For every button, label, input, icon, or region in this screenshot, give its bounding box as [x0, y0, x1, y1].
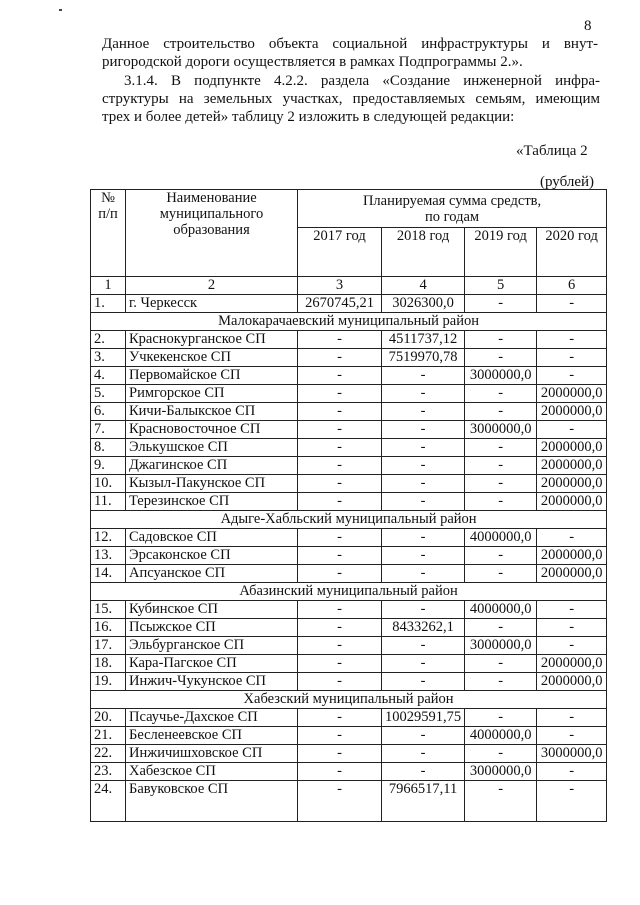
row-number: 19.: [91, 673, 126, 691]
row-number: 14.: [91, 565, 126, 583]
amount-2019: -: [465, 673, 537, 691]
section-row: [91, 691, 607, 709]
amount-2019: -: [465, 331, 537, 349]
amount-2018: 3026300,0: [382, 295, 465, 313]
table-row: [91, 331, 607, 349]
municipality-name: Кубинское СП: [126, 601, 298, 619]
table-row: [91, 421, 607, 439]
amount-2019: -: [465, 385, 537, 403]
paragraph-line: Данное строительство объекта социальной инфраструктуры и внут-: [102, 36, 598, 52]
funding-table: [90, 189, 607, 822]
amount-2018: -: [382, 493, 465, 511]
amount-2020: -: [537, 529, 607, 547]
amount-2017: -: [298, 727, 382, 745]
municipality-name: Инжич-Чукунское СП: [126, 673, 298, 691]
row-number: 4.: [91, 367, 126, 385]
row-number: 20.: [91, 709, 126, 727]
municipality-name: Садовское СП: [126, 529, 298, 547]
table-row: [91, 295, 607, 313]
municipality-name: Псыжское СП: [126, 619, 298, 637]
row-number: 9.: [91, 457, 126, 475]
municipality-name: Красновосточное СП: [126, 421, 298, 439]
municipality-name: Первомайское СП: [126, 367, 298, 385]
amount-2019: -: [465, 349, 537, 367]
amount-2019: 3000000,0: [465, 421, 537, 439]
section-title: Хабезский муниципальный район: [91, 691, 607, 709]
header-year: 2018 год: [382, 228, 465, 277]
amount-2019: -: [465, 619, 537, 637]
amount-2020: -: [537, 295, 607, 313]
amount-2018: 8433262,1: [382, 619, 465, 637]
amount-2020: 2000000,0: [537, 655, 607, 673]
amount-2017: -: [298, 565, 382, 583]
amount-2017: -: [298, 601, 382, 619]
header-year: 2020 год: [537, 228, 607, 277]
row-number: 15.: [91, 601, 126, 619]
amount-2020: 2000000,0: [537, 385, 607, 403]
amount-2019: 4000000,0: [465, 601, 537, 619]
table-caption: «Таблица 2: [516, 143, 588, 159]
amount-2020: -: [537, 763, 607, 781]
amount-2020: 2000000,0: [537, 457, 607, 475]
municipality-name: Апсуанское СП: [126, 565, 298, 583]
row-number: 10.: [91, 475, 126, 493]
header-planned: [298, 190, 607, 228]
municipality-name: Элькушское СП: [126, 439, 298, 457]
amount-2019: 3000000,0: [465, 763, 537, 781]
amount-2019: -: [465, 565, 537, 583]
amount-2020: -: [537, 601, 607, 619]
amount-2017: -: [298, 637, 382, 655]
column-number: 6: [537, 277, 607, 295]
amount-2017: -: [298, 349, 382, 367]
amount-2020: -: [537, 331, 607, 349]
table-row: [91, 619, 607, 637]
amount-2019: -: [465, 655, 537, 673]
row-number: 1.: [91, 295, 126, 313]
amount-2019: 3000000,0: [465, 637, 537, 655]
page-number: 8: [584, 18, 592, 34]
amount-2018: -: [382, 637, 465, 655]
table-row: [91, 475, 607, 493]
amount-2017: -: [298, 439, 382, 457]
municipality-name: Хабезское СП: [126, 763, 298, 781]
section-title: Абазинский муниципальный район: [91, 583, 607, 601]
scan-speck: [59, 9, 62, 11]
table-row: [91, 655, 607, 673]
amount-2017: -: [298, 763, 382, 781]
row-number: 21.: [91, 727, 126, 745]
paragraph-line: структуры на земельных участках, предоставляемых семьям, имеющим: [102, 91, 600, 107]
amount-2018: -: [382, 655, 465, 673]
row-number: 17.: [91, 637, 126, 655]
amount-2017: -: [298, 655, 382, 673]
table-row: [91, 547, 607, 565]
header-year: 2017 год: [298, 228, 382, 277]
header-planned-line: Планируемая сумма средств,: [362, 193, 542, 209]
paragraph-line: 3.1.4. В подпункте 4.2.2. раздела «Создание инженерной инфра-: [124, 73, 600, 89]
header-name: [126, 190, 298, 277]
header-name-line: муниципального: [159, 206, 264, 222]
table-body: [91, 295, 607, 822]
amount-2017: -: [298, 493, 382, 511]
amount-2019: -: [465, 457, 537, 475]
section-title: Адыге-Хабльский муниципальный район: [91, 511, 607, 529]
header-num: [91, 190, 126, 277]
header-planned-line: по годам: [425, 209, 480, 225]
amount-2019: -: [465, 295, 537, 313]
table-row: [91, 367, 607, 385]
row-number: 2.: [91, 331, 126, 349]
amount-2018: -: [382, 421, 465, 439]
amount-2018: -: [382, 601, 465, 619]
table-row: [91, 673, 607, 691]
row-number: 24.: [91, 781, 126, 822]
table-row: [91, 457, 607, 475]
amount-2020: 2000000,0: [537, 565, 607, 583]
amount-2018: 4511737,12: [382, 331, 465, 349]
municipality-name: Бавуковское СП: [126, 781, 298, 822]
amount-2020: 2000000,0: [537, 475, 607, 493]
municipality-name: Псаучье-Дахское СП: [126, 709, 298, 727]
amount-2017: -: [298, 403, 382, 421]
paragraph-line: ригородской дороги осуществляется в рамках Подпрограммы 2.».: [102, 54, 523, 70]
header-name-line: образования: [173, 222, 250, 238]
amount-2019: -: [465, 547, 537, 565]
amount-2018: 10029591,75: [382, 709, 465, 727]
table-row: [91, 745, 607, 763]
amount-2018: 7966517,11: [382, 781, 465, 822]
amount-2019: 4000000,0: [465, 727, 537, 745]
row-number: 12.: [91, 529, 126, 547]
amount-2020: 2000000,0: [537, 673, 607, 691]
amount-2018: -: [382, 565, 465, 583]
amount-2020: -: [537, 619, 607, 637]
amount-2020: -: [537, 637, 607, 655]
column-number: 5: [465, 277, 537, 295]
table-row: [91, 529, 607, 547]
row-number: 22.: [91, 745, 126, 763]
header-name-line: Наименование: [166, 190, 257, 206]
municipality-name: Учкекенское СП: [126, 349, 298, 367]
amount-2019: -: [465, 745, 537, 763]
amount-2017: -: [298, 331, 382, 349]
row-number: 13.: [91, 547, 126, 565]
amount-2020: 2000000,0: [537, 547, 607, 565]
amount-2020: -: [537, 349, 607, 367]
amount-2017: -: [298, 421, 382, 439]
municipality-name: Кара-Пагское СП: [126, 655, 298, 673]
paragraph-line: трех и более детей» таблицу 2 изложить в следующей редакции:: [102, 109, 515, 125]
amount-2018: -: [382, 403, 465, 421]
header-num-line: №: [101, 190, 115, 206]
amount-2020: 2000000,0: [537, 403, 607, 421]
amount-2020: -: [537, 709, 607, 727]
column-number: 4: [382, 277, 465, 295]
row-number: 18.: [91, 655, 126, 673]
table-row: [91, 781, 607, 822]
column-number: 1: [91, 277, 126, 295]
amount-2017: -: [298, 619, 382, 637]
amount-2018: -: [382, 529, 465, 547]
table-row: [91, 727, 607, 745]
municipality-name: г. Черкесск: [126, 295, 298, 313]
amount-2018: -: [382, 457, 465, 475]
amount-2019: -: [465, 781, 537, 822]
amount-2020: 2000000,0: [537, 493, 607, 511]
amount-2019: -: [465, 493, 537, 511]
amount-2018: -: [382, 745, 465, 763]
amount-2019: -: [465, 475, 537, 493]
amount-2018: -: [382, 385, 465, 403]
municipality-name: Римгорское СП: [126, 385, 298, 403]
municipality-name: Инжичишховское СП: [126, 745, 298, 763]
row-number: 8.: [91, 439, 126, 457]
amount-2020: 2000000,0: [537, 439, 607, 457]
amount-2019: -: [465, 709, 537, 727]
amount-2020: -: [537, 727, 607, 745]
municipality-name: Кызыл-Пакунское СП: [126, 475, 298, 493]
municipality-name: Джагинское СП: [126, 457, 298, 475]
amount-2020: -: [537, 421, 607, 439]
amount-2020: -: [537, 367, 607, 385]
row-number: 3.: [91, 349, 126, 367]
amount-2020: -: [537, 781, 607, 822]
table-row: [91, 403, 607, 421]
header-year: 2019 год: [465, 228, 537, 277]
amount-2017: -: [298, 367, 382, 385]
row-number: 6.: [91, 403, 126, 421]
amount-2017: -: [298, 475, 382, 493]
table-row: [91, 637, 607, 655]
row-number: 5.: [91, 385, 126, 403]
table-row: [91, 601, 607, 619]
column-number: 3: [298, 277, 382, 295]
amount-2018: -: [382, 367, 465, 385]
amount-2018: -: [382, 763, 465, 781]
table-row: [91, 763, 607, 781]
amount-2017: -: [298, 547, 382, 565]
amount-2017: -: [298, 745, 382, 763]
amount-2017: -: [298, 457, 382, 475]
amount-2018: -: [382, 439, 465, 457]
amount-2017: -: [298, 709, 382, 727]
row-number: 11.: [91, 493, 126, 511]
amount-2018: -: [382, 673, 465, 691]
amount-2020: 3000000,0: [537, 745, 607, 763]
table-row: [91, 709, 607, 727]
amount-2018: -: [382, 547, 465, 565]
municipality-name: Краснокурганское СП: [126, 331, 298, 349]
amount-2017: -: [298, 529, 382, 547]
municipality-name: Бесленеевское СП: [126, 727, 298, 745]
amount-2019: -: [465, 403, 537, 421]
amount-2017: 2670745,21: [298, 295, 382, 313]
row-number: 16.: [91, 619, 126, 637]
amount-2019: 3000000,0: [465, 367, 537, 385]
units-label: (рублей): [540, 174, 595, 190]
municipality-name: Терезинское СП: [126, 493, 298, 511]
amount-2017: -: [298, 385, 382, 403]
table-row: [91, 349, 607, 367]
municipality-name: Эльбурганское СП: [126, 637, 298, 655]
table-row: [91, 439, 607, 457]
amount-2018: -: [382, 475, 465, 493]
header-num-line: п/п: [98, 206, 118, 222]
amount-2018: -: [382, 727, 465, 745]
section-title: Малокарачаевский муниципальный район: [91, 313, 607, 331]
amount-2019: 4000000,0: [465, 529, 537, 547]
section-row: [91, 313, 607, 331]
municipality-name: Эрсаконское СП: [126, 547, 298, 565]
amount-2017: -: [298, 673, 382, 691]
amount-2018: 7519970,78: [382, 349, 465, 367]
amount-2019: -: [465, 439, 537, 457]
row-number: 7.: [91, 421, 126, 439]
municipality-name: Кичи-Балыкское СП: [126, 403, 298, 421]
section-row: [91, 583, 607, 601]
column-number: 2: [126, 277, 298, 295]
amount-2017: -: [298, 781, 382, 822]
table-row: [91, 493, 607, 511]
row-number: 23.: [91, 763, 126, 781]
table-row: [91, 565, 607, 583]
table-row: [91, 385, 607, 403]
section-row: [91, 511, 607, 529]
